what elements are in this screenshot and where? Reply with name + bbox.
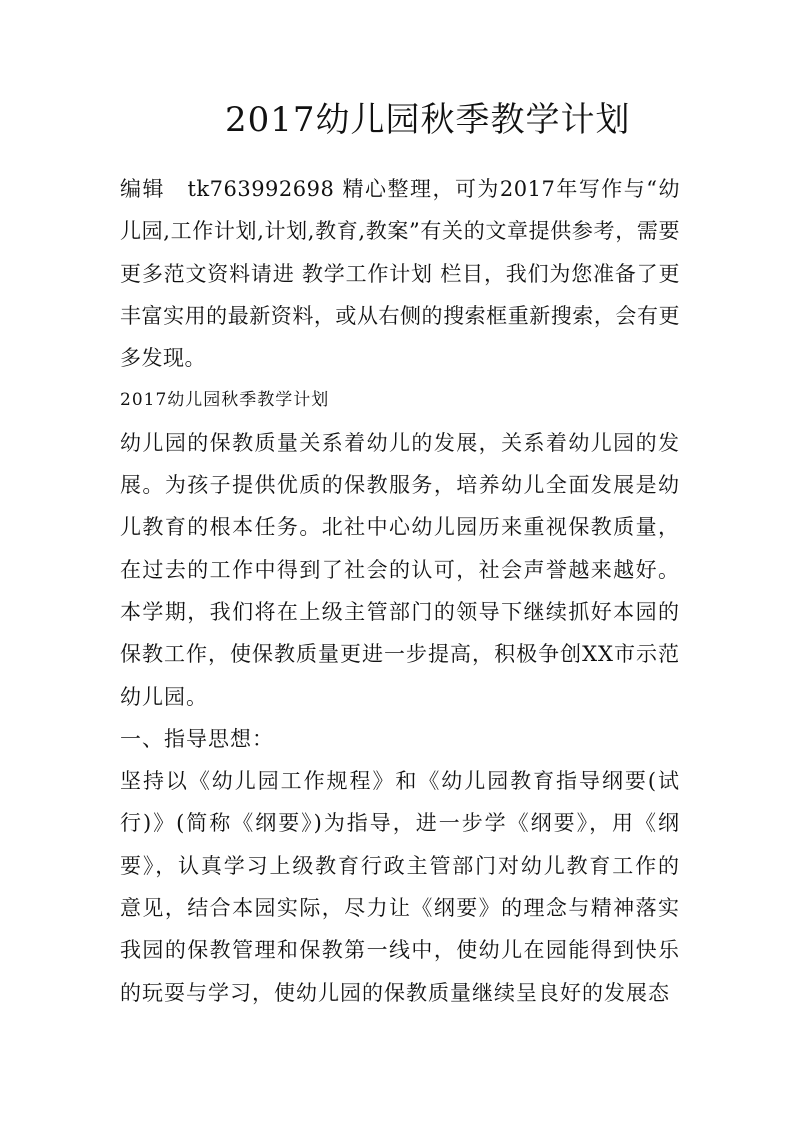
guiding-ideology-heading: 一、指导思想： [120,726,274,751]
document-body [120,168,680,1014]
document-title: 2017幼儿园秋季教学计划 [225,100,631,140]
intro-paragraph: 编辑 tk763992698 精心整理，可为2017年写作与“幼儿园,工作计划,计划,教育,教案”有关的文章提供参考，需要更多范文资料请进 教学工作计划 栏目，我们为您准备了更丰富实用的最新资料，或从右侧的搜索框重新搜索，会有更多发现。 [120,177,680,371]
section-heading: 2017幼儿园秋季教学计划 [120,390,330,411]
body-paragraph: 幼儿园的保教质量关系着幼儿的发展，关系着幼儿园的发展。为孩子提供优质的保教服务，培养幼儿全面发展是幼儿教育的根本任务。北社中心幼儿园历来重视保教质量，在过去的工作中得到了社会的认可，社会声誉越来越好。本学期，我们将在上级主管部门的领导下继续抓好本园的保教工作，使保教质量更进一步提高，积极争创XX市示范幼儿园。 [120,430,680,709]
body-paragraph: 坚持以《幼儿园工作规程》和《幼儿园教育指导纲要(试行)》(简称《纲要》)为指导，进一步学《纲要》，用《纲要》，认真学习上级教育行政主管部门对幼儿教育工作的意见，结合本园实际，尽力让《纲要》的理念与精神落实我园的保教管理和保教第一线中，使幼儿在园能得到快乐的玩耍与学习，使幼儿园的保教质量继续呈良好的发展态 [120,769,680,1005]
